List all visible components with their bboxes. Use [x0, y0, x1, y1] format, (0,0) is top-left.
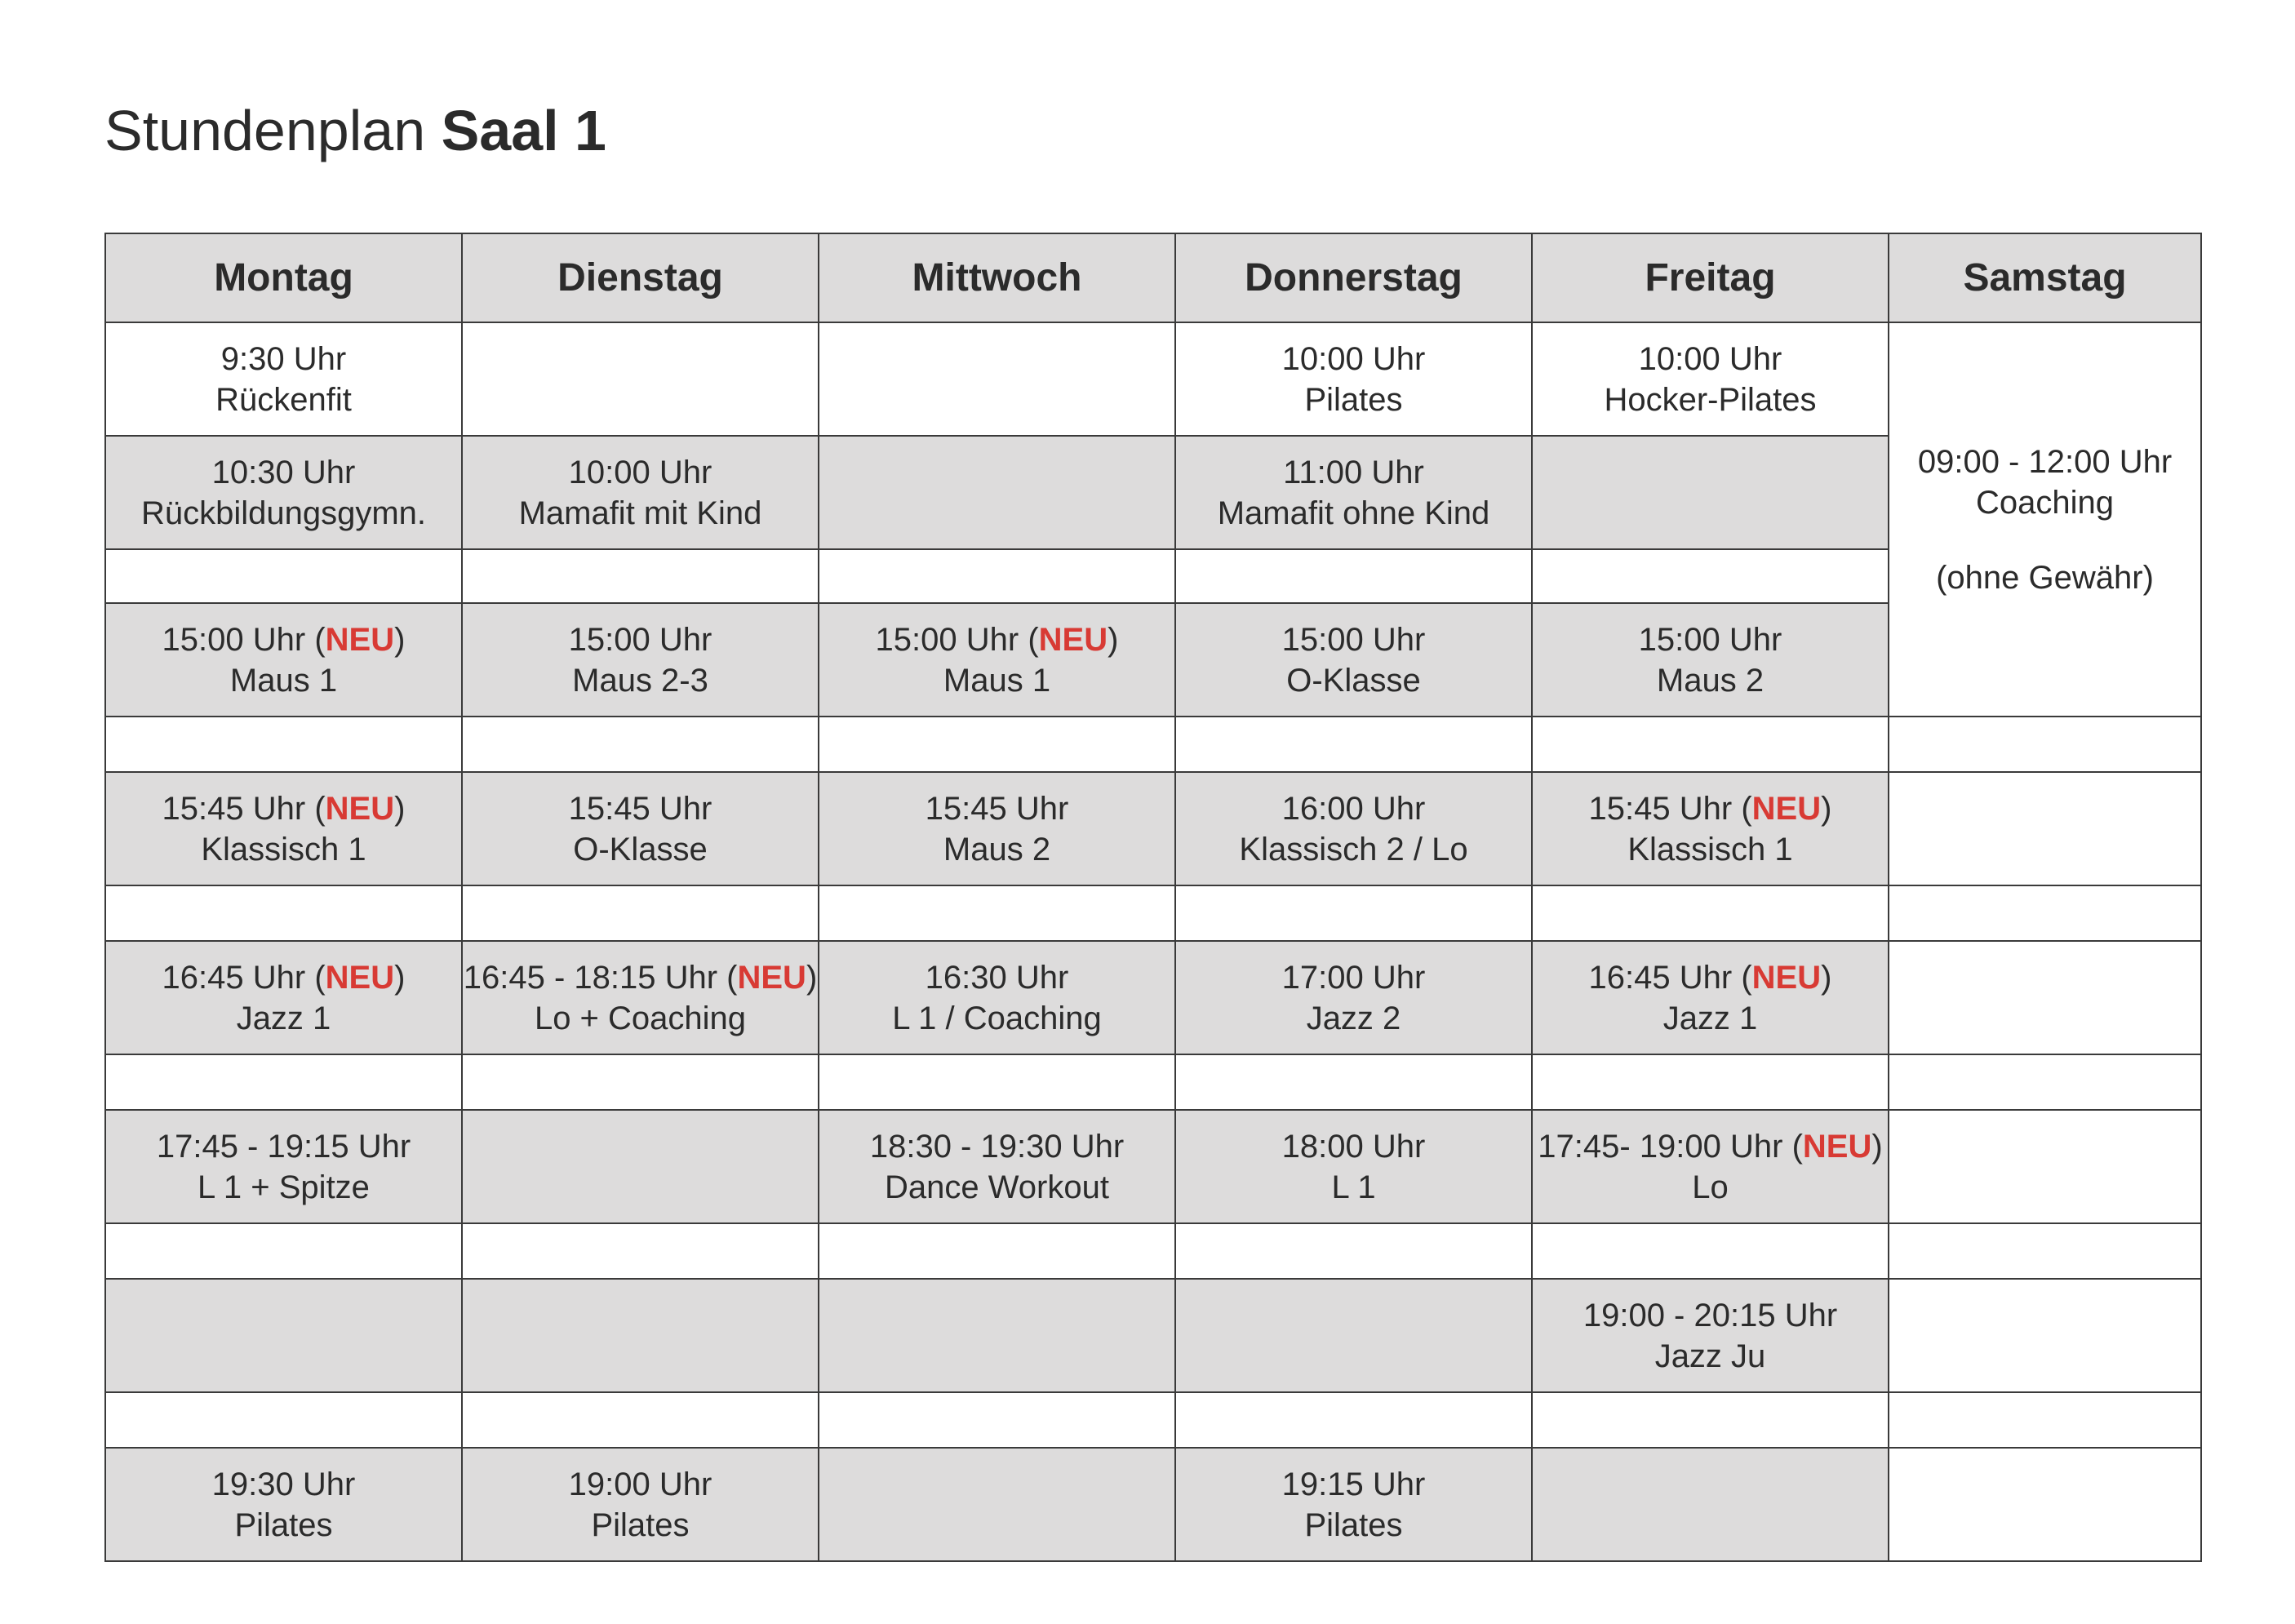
class-time-line: 15:45 Uhr (NEU)	[1588, 790, 1832, 827]
spacer-cell	[1175, 885, 1532, 941]
class-cell	[105, 1448, 462, 1561]
class-name: Maus 1	[943, 662, 1051, 699]
class-time: 18:30 - 19:30 Uhr	[869, 1128, 1125, 1165]
class-time: 15:00 Uhr	[568, 621, 712, 658]
spacer-cell	[1532, 717, 1889, 772]
schedule-row	[105, 1448, 2201, 1561]
class-cell	[819, 1279, 1175, 1392]
class-name: Pilates	[1304, 1506, 1403, 1543]
class-cell	[1532, 1448, 1889, 1561]
spacer-cell	[462, 717, 819, 772]
class-cell	[819, 436, 1175, 549]
class-time-line	[463, 452, 818, 493]
class-cell	[1175, 436, 1532, 549]
class-name: Lo + Coaching	[534, 1000, 747, 1036]
class-cell	[105, 603, 462, 717]
class-name: L 1 / Coaching	[892, 1000, 1102, 1036]
spacer-cell	[819, 1054, 1175, 1110]
spacer-cell	[1889, 1392, 2201, 1448]
day-header-montag: Montag	[105, 233, 462, 322]
spacer-row	[105, 1392, 2201, 1448]
class-time-line: 16:45 Uhr (NEU)	[162, 959, 406, 996]
class-time: 15:00 Uhr	[1281, 621, 1426, 658]
class-time-line	[106, 452, 461, 493]
class-name: Mamafit ohne Kind	[1217, 495, 1490, 531]
disclaimer-note: (ohne Gewähr)	[1936, 559, 2154, 596]
class-time-line	[106, 1126, 461, 1167]
class-time: 15:00 Uhr	[1638, 621, 1782, 658]
class-time-line	[106, 339, 461, 379]
class-time: 17:45 - 19:15 Uhr	[156, 1128, 411, 1165]
spacer-cell	[462, 1223, 819, 1279]
class-cell	[1175, 772, 1532, 885]
class-time-line: 16:45 Uhr (NEU)	[1588, 959, 1832, 996]
class-cell	[462, 436, 819, 549]
class-cell	[1175, 1448, 1532, 1561]
schedule-row	[105, 603, 2201, 717]
class-time-line	[1176, 339, 1531, 379]
class-cell	[1175, 1110, 1532, 1223]
class-name: L 1 + Spitze	[198, 1169, 370, 1205]
neu-badge: NEU	[1802, 1128, 1872, 1165]
class-time: 19:30 Uhr	[211, 1466, 356, 1502]
class-cell	[1532, 1279, 1889, 1392]
spacer-row	[105, 1054, 2201, 1110]
class-name: Klassisch 2 / Lo	[1239, 831, 1468, 867]
spacer-cell	[462, 1054, 819, 1110]
page-title	[104, 96, 606, 165]
spacer-cell	[1532, 549, 1889, 603]
class-time: 16:45 Uhr	[1588, 959, 1733, 996]
class-name: Jazz Ju	[1654, 1338, 1766, 1374]
class-time: 15:00 Uhr	[162, 621, 306, 658]
class-name: L 1	[1331, 1169, 1376, 1205]
class-name: Rückenfit	[215, 381, 352, 418]
class-name: Pilates	[591, 1506, 690, 1543]
class-time-line: 15:45 Uhr (NEU)	[162, 790, 406, 827]
class-cell	[1532, 322, 1889, 436]
spacer-row	[105, 549, 2201, 603]
class-cell	[1532, 603, 1889, 717]
class-cell	[462, 941, 819, 1054]
schedule-header-row	[105, 233, 2201, 322]
day-header-donnerstag: Donnerstag	[1175, 233, 1532, 322]
day-header-mittwoch: Mittwoch	[819, 233, 1175, 322]
schedule-row	[105, 1110, 2201, 1223]
class-cell	[105, 941, 462, 1054]
class-name: Jazz 1	[236, 1000, 331, 1036]
class-time-line	[819, 788, 1174, 829]
class-cell	[819, 1110, 1175, 1223]
class-cell	[462, 1279, 819, 1392]
class-name: Hocker-Pilates	[1604, 381, 1817, 418]
page-title-room: Saal 1	[441, 99, 606, 162]
class-time: 16:45 Uhr	[162, 959, 306, 996]
spacer-cell	[462, 885, 819, 941]
day-header-samstag: Samstag	[1889, 233, 2201, 322]
class-time-line	[819, 1126, 1174, 1167]
schedule-body	[105, 322, 2201, 1561]
class-time: 17:00 Uhr	[1281, 959, 1426, 996]
class-time: 19:15 Uhr	[1281, 1466, 1426, 1502]
class-time-line	[1176, 957, 1531, 998]
spacer-cell	[819, 885, 1175, 941]
spacer-cell	[1175, 549, 1532, 603]
class-time-line: 16:45 - 18:15 Uhr (NEU)	[463, 959, 818, 996]
spacer-cell	[1889, 717, 2201, 772]
spacer-cell	[1175, 1054, 1532, 1110]
class-name: Jazz 2	[1306, 1000, 1401, 1036]
class-time-line	[1176, 1464, 1531, 1505]
class-name: Rückbildungsgymn.	[140, 495, 427, 531]
class-cell	[105, 1279, 462, 1392]
class-name: O-Klasse	[1286, 662, 1421, 699]
spacer-row	[105, 1223, 2201, 1279]
class-time: 15:45 Uhr	[925, 790, 1069, 827]
spacer-cell	[105, 1054, 462, 1110]
class-time: 18:00 Uhr	[1281, 1128, 1426, 1165]
class-time: 10:30 Uhr	[211, 454, 356, 490]
class-cell	[819, 322, 1175, 436]
class-name: Jazz 1	[1662, 1000, 1758, 1036]
spacer-row	[105, 885, 2201, 941]
spacer-cell	[462, 1392, 819, 1448]
class-name: Klassisch 1	[1627, 831, 1793, 867]
schedule-table	[104, 233, 2202, 1562]
spacer-cell	[105, 1223, 462, 1279]
class-cell	[1175, 603, 1532, 717]
class-name: Lo	[1692, 1169, 1729, 1205]
spacer-cell	[1532, 1223, 1889, 1279]
class-time: 10:00 Uhr	[1638, 340, 1782, 377]
class-time-line	[106, 1464, 461, 1505]
class-cell	[105, 1110, 462, 1223]
class-time: 10:00 Uhr	[1281, 340, 1426, 377]
class-cell	[1889, 1110, 2201, 1223]
class-cell	[105, 322, 462, 436]
class-cell	[1889, 772, 2201, 885]
day-header-freitag: Freitag	[1532, 233, 1889, 322]
neu-badge: NEU	[1038, 621, 1108, 658]
class-time-line	[1176, 788, 1531, 829]
class-time-line	[1176, 1126, 1531, 1167]
spacer-cell	[1889, 885, 2201, 941]
spacer-cell	[1889, 1223, 2201, 1279]
class-time: 15:00 Uhr	[875, 621, 1019, 658]
class-name: Klassisch 1	[201, 831, 366, 867]
class-cell	[1175, 941, 1532, 1054]
spacer-row	[105, 717, 2201, 772]
class-time-line	[1533, 619, 1888, 660]
samstag-coaching-cell	[1889, 322, 2201, 717]
neu-badge: NEU	[325, 621, 395, 658]
class-time: 19:00 - 20:15 Uhr	[1583, 1297, 1838, 1333]
class-time: 16:30 Uhr	[925, 959, 1069, 996]
class-cell	[105, 772, 462, 885]
spacer-cell	[1532, 1392, 1889, 1448]
neu-badge: NEU	[1751, 959, 1822, 996]
spacer-cell	[105, 717, 462, 772]
class-time-line	[463, 619, 818, 660]
class-cell	[462, 1448, 819, 1561]
class-cell	[1532, 941, 1889, 1054]
class-time: 17:45- 19:00 Uhr	[1538, 1128, 1783, 1165]
class-cell	[819, 1448, 1175, 1561]
class-name: Maus 2	[1656, 662, 1765, 699]
class-time: 15:45 Uhr	[162, 790, 306, 827]
class-time: 15:45 Uhr	[1588, 790, 1733, 827]
neu-badge: NEU	[1751, 790, 1822, 827]
spacer-cell	[1175, 1392, 1532, 1448]
class-cell	[1532, 436, 1889, 549]
class-cell	[1889, 1448, 2201, 1561]
schedule-row	[105, 436, 2201, 549]
note-gap	[1889, 523, 2200, 557]
spacer-cell	[819, 1223, 1175, 1279]
spacer-cell	[105, 885, 462, 941]
class-time-line	[1533, 1295, 1888, 1336]
class-time-line: 15:00 Uhr (NEU)	[875, 621, 1119, 658]
spacer-cell	[1889, 1054, 2201, 1110]
class-time: 09:00 - 12:00 Uhr	[1917, 443, 2173, 480]
class-time-line	[463, 1464, 818, 1505]
class-cell	[462, 1110, 819, 1223]
class-name: Pilates	[234, 1506, 333, 1543]
class-name: Dance Workout	[885, 1169, 1109, 1205]
class-cell	[1889, 941, 2201, 1054]
class-cell	[819, 603, 1175, 717]
neu-badge: NEU	[737, 959, 806, 996]
spacer-cell	[462, 549, 819, 603]
spacer-cell	[1532, 885, 1889, 941]
class-time-line	[1533, 339, 1888, 379]
class-cell	[819, 941, 1175, 1054]
class-cell	[819, 772, 1175, 885]
class-cell	[462, 322, 819, 436]
class-cell	[462, 772, 819, 885]
class-name: Coaching	[1975, 484, 2114, 521]
class-cell	[462, 603, 819, 717]
neu-badge: NEU	[325, 790, 395, 827]
spacer-cell	[1175, 1223, 1532, 1279]
class-time: 19:00 Uhr	[568, 1466, 712, 1502]
class-cell	[1175, 1279, 1532, 1392]
schedule-row	[105, 941, 2201, 1054]
neu-badge: NEU	[325, 959, 395, 996]
class-name: Maus 2	[943, 831, 1051, 867]
spacer-cell	[819, 1392, 1175, 1448]
schedule-row	[105, 322, 2201, 436]
schedule-row	[105, 1279, 2201, 1392]
class-time: 16:00 Uhr	[1281, 790, 1426, 827]
class-cell	[1175, 322, 1532, 436]
class-time: 10:00 Uhr	[568, 454, 712, 490]
spacer-cell	[105, 549, 462, 603]
class-name: Maus 1	[229, 662, 338, 699]
page-title-prefix: Stundenplan	[104, 99, 426, 162]
class-name: Pilates	[1304, 381, 1403, 418]
class-cell	[1532, 772, 1889, 885]
class-time: 16:45 - 18:15 Uhr	[463, 959, 718, 996]
spacer-cell	[819, 717, 1175, 772]
class-name: O-Klasse	[573, 831, 708, 867]
spacer-cell	[1532, 1054, 1889, 1110]
class-time: 11:00 Uhr	[1283, 454, 1424, 490]
class-name: Maus 2-3	[572, 662, 708, 699]
class-cell	[1889, 1279, 2201, 1392]
class-time: 15:45 Uhr	[568, 790, 712, 827]
class-time-line	[1176, 452, 1531, 493]
class-time-line	[819, 957, 1174, 998]
class-cell	[105, 436, 462, 549]
schedule-row	[105, 772, 2201, 885]
class-time: 9:30 Uhr	[220, 340, 347, 377]
class-time-line: 15:00 Uhr (NEU)	[162, 621, 406, 658]
class-cell	[1532, 1110, 1889, 1223]
class-time-line	[1176, 619, 1531, 660]
class-time-line: 17:45- 19:00 Uhr (NEU)	[1538, 1128, 1883, 1165]
day-header-dienstag: Dienstag	[462, 233, 819, 322]
class-time-line	[463, 788, 818, 829]
spacer-cell	[819, 549, 1175, 603]
class-name: Mamafit mit Kind	[518, 495, 762, 531]
spacer-cell	[1175, 717, 1532, 772]
spacer-cell	[105, 1392, 462, 1448]
